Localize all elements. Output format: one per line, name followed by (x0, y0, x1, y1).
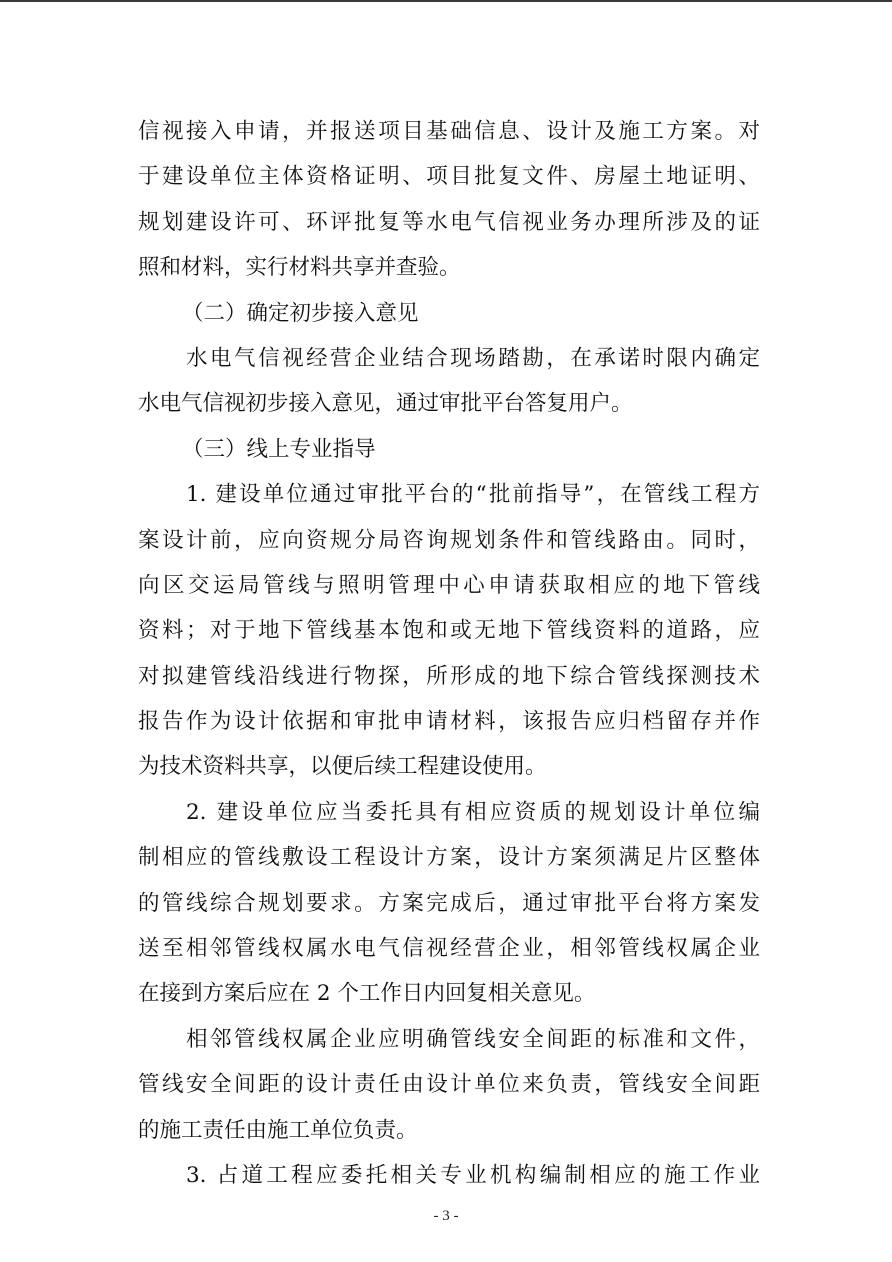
text-line: 信视接入申请，并报送项目基础信息、设计及施工方案。对 (138, 119, 760, 144)
text-line: 管线安全间距的设计责任由设计单位来负责，管线安全间距 (138, 1072, 760, 1098)
text-line: 照和材料，实行材料共享并查验。 (138, 255, 461, 281)
section-heading-3: （三）线上专业指导 (182, 436, 376, 462)
text-line: 报告作为设计依据和审批申请材料，该报告应归档留存并作 (138, 709, 760, 735)
document-body (138, 109, 760, 1198)
text-line: 于建设单位主体资格证明、项目批复文件、房屋土地证明、 (138, 164, 760, 190)
text-line: 规划建设许可、环评批复等水电气信视业务办理所涉及的证 (138, 209, 760, 235)
text-line: 2. 建设单位应当委托具有相应资质的规划设计单位编 (186, 799, 760, 825)
text-line: 相邻管线权属企业应明确管线安全间距的标准和文件， (186, 1026, 760, 1052)
text-line: 资料；对于地下管线基本饱和或无地下管线资料的道路，应 (138, 618, 760, 644)
text-line: 在接到方案后应在 2 个工作日内回复相关意见。 (138, 981, 596, 1007)
text-line: 送至相邻管线权属水电气信视经营企业，相邻管线权属企业 (138, 936, 760, 962)
section-heading-2: （二）确定初步接入意见 (182, 300, 419, 326)
text-line: 向区交运局管线与照明管理中心申请获取相应的地下管线 (138, 572, 760, 598)
text-line: 3. 占道工程应委托相关专业机构编制相应的施工作业 (186, 1162, 760, 1188)
page-number: - 3 - (433, 1208, 459, 1224)
text-line: 水电气信视经营企业结合现场踏勘，在承诺时限内确定 (186, 345, 760, 371)
text-line: 制相应的管线敷设工程设计方案，设计方案须满足片区整体 (138, 845, 760, 871)
text-line: 的管线综合规划要求。方案完成后，通过审批平台将方案发 (138, 890, 760, 916)
text-line: 案设计前，应向资规分局咨询规划条件和管线路由。同时， (138, 527, 760, 553)
text-line: 为技术资料共享，以便后续工程建设使用。 (138, 754, 547, 780)
text-line: 的施工责任由施工单位负责。 (138, 1117, 418, 1143)
top-border-line (0, 0, 892, 2)
text-line: 对拟建管线沿线进行物探，所形成的地下综合管线探测技术 (138, 663, 760, 689)
text-line: 1. 建设单位通过审批平台的“批前指导”，在管线工程方 (186, 482, 760, 508)
text-line: 水电气信视初步接入意见，通过审批平台答复用户。 (138, 391, 633, 417)
